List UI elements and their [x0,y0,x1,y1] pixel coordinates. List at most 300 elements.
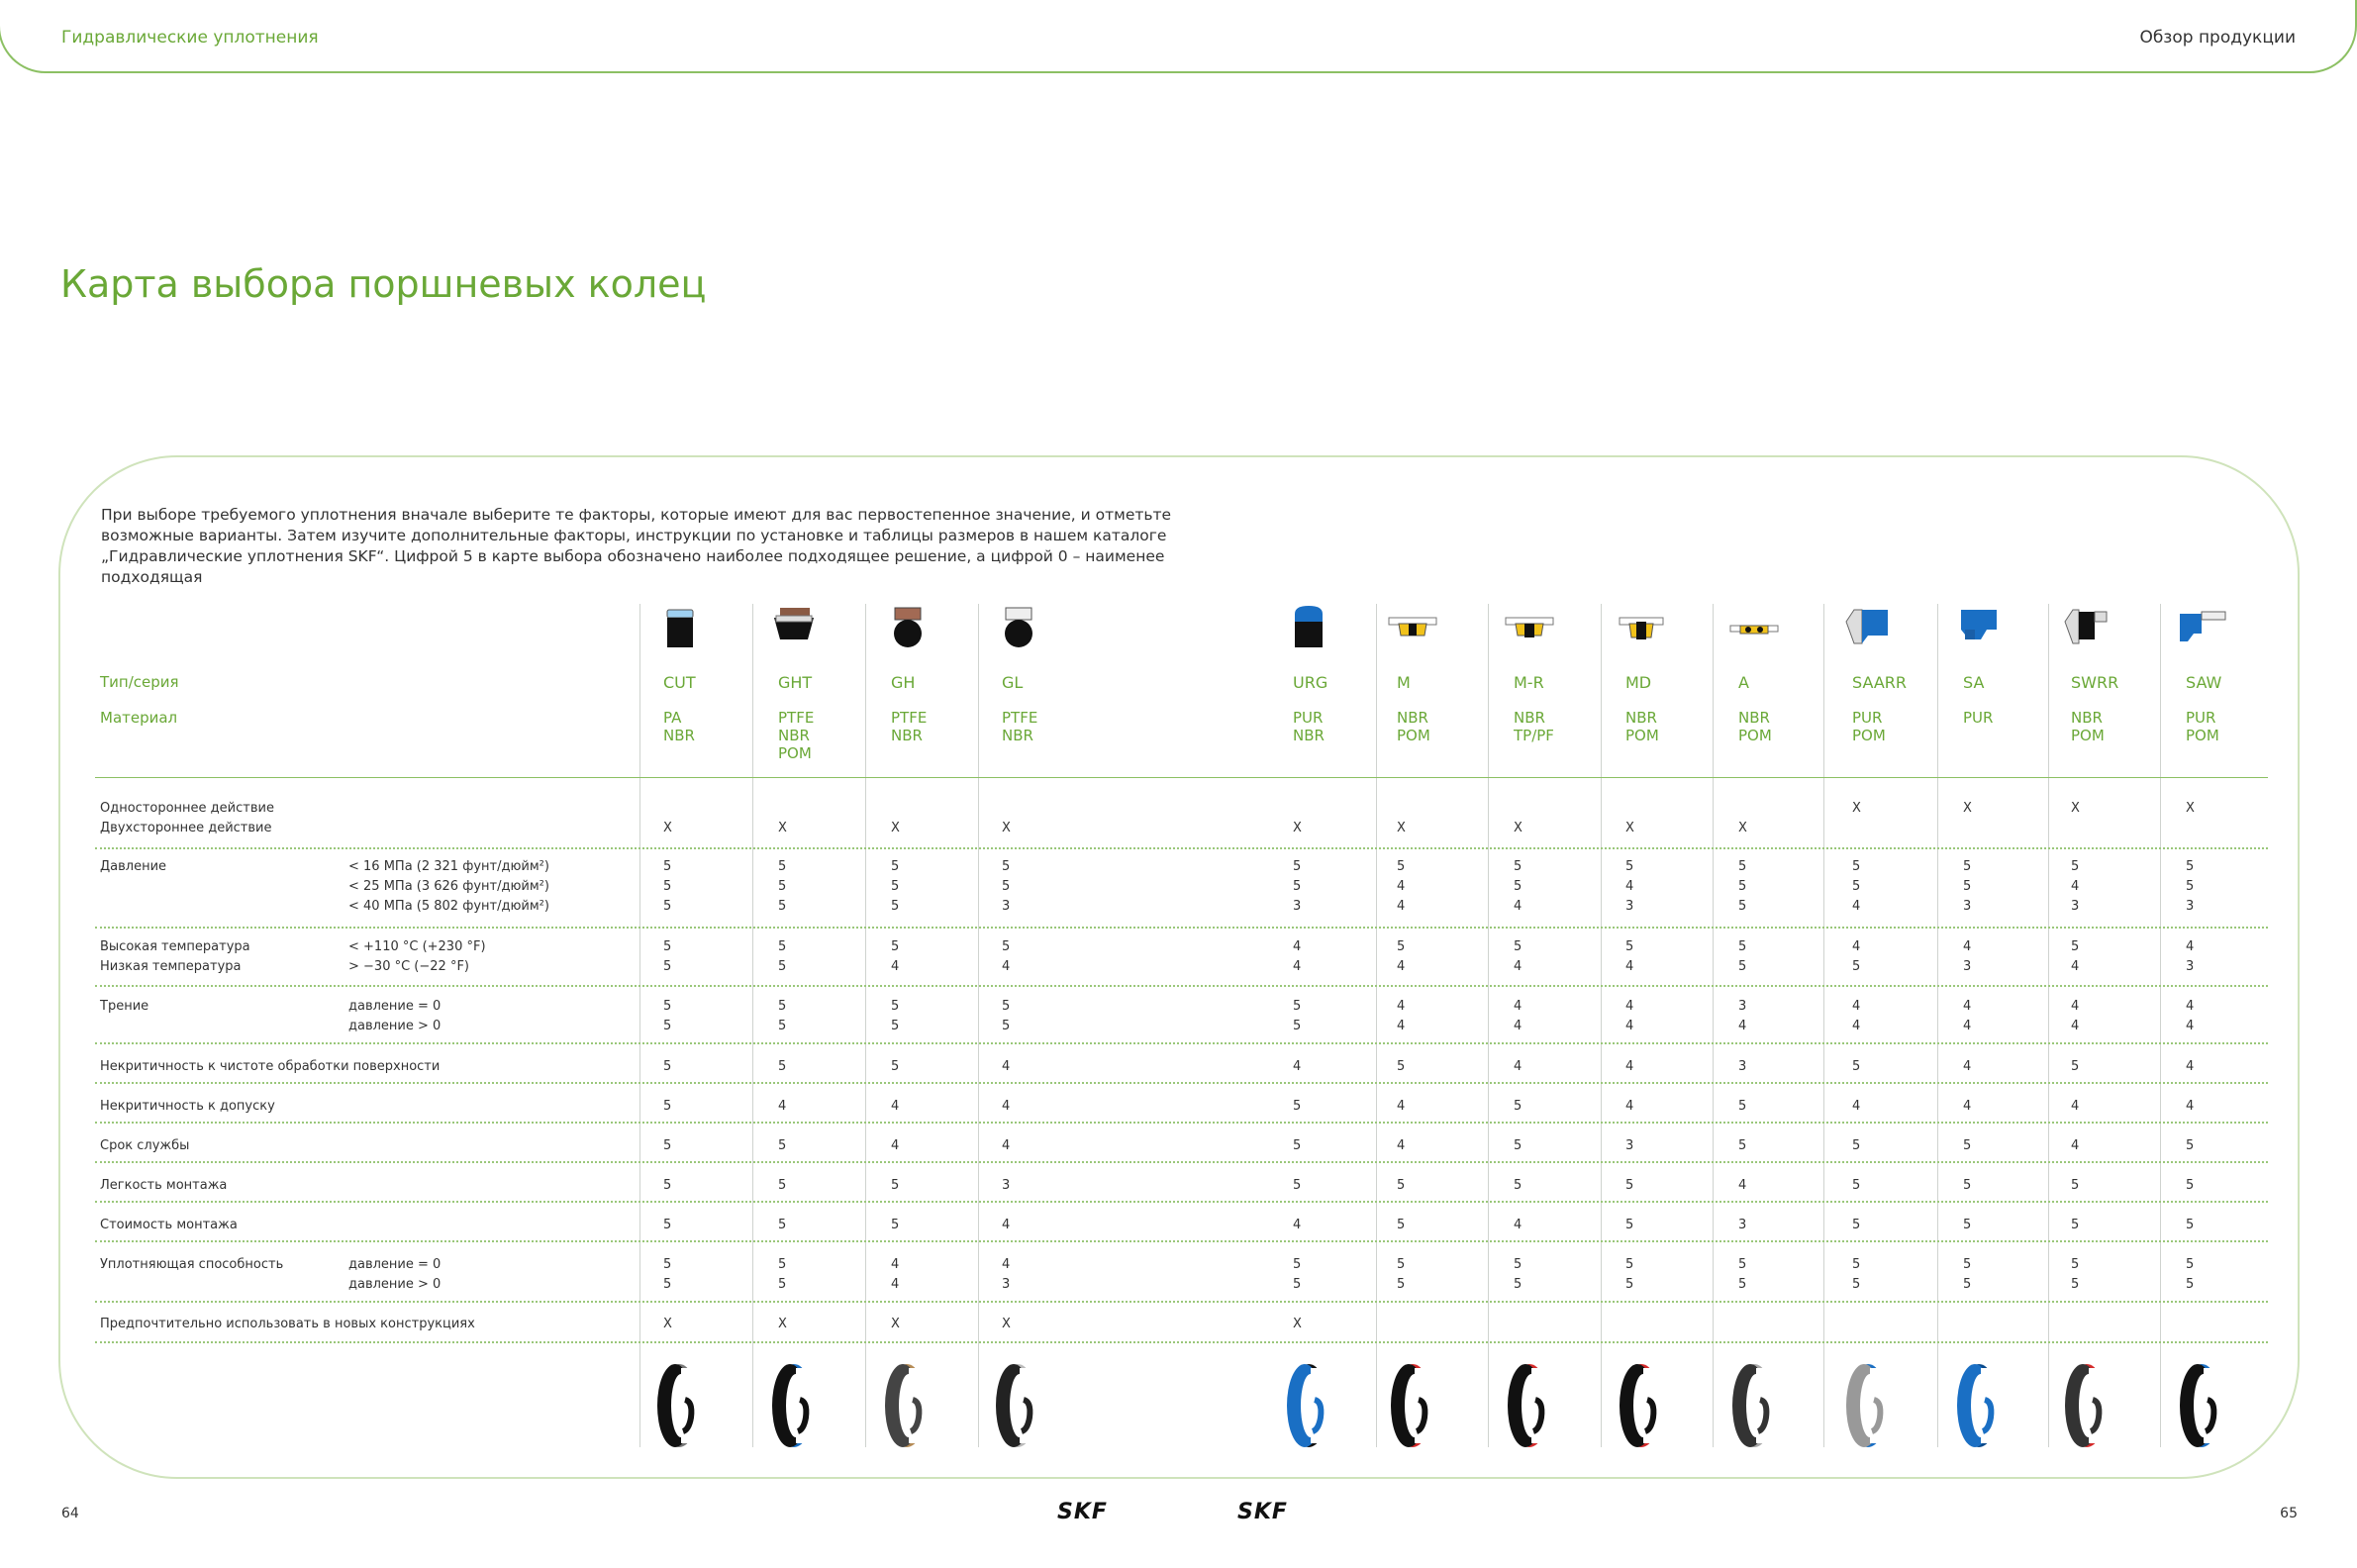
rating-value: X [1002,1317,1011,1331]
rating-value: 3 [1002,899,1011,914]
rating-value: 5 [2071,1059,2080,1074]
rating-value: 5 [663,1218,672,1232]
rating-value: 5 [891,999,900,1014]
rating-value: X [1293,1317,1302,1331]
rating-value: 5 [778,1277,787,1292]
profile-cut-icon [651,600,707,651]
rating-value: 5 [891,859,900,874]
rating-value: 4 [1963,999,1972,1014]
criterion-condition: давление = 0 [348,1257,442,1272]
rating-value: X [778,821,787,835]
criterion-label: Стоимость монтажа [100,1218,238,1232]
rating-value: 4 [1963,1099,1972,1114]
criterion-label: Уплотняющая способность [100,1257,284,1272]
seal-photo-urg [1265,1358,1350,1453]
rating-value: 5 [1963,1138,1972,1153]
rating-value: 5 [1293,859,1302,874]
rating-value: 4 [1963,1019,1972,1033]
criterion-label: Одностороннее действие [100,801,274,816]
series-code: CUT [663,673,696,692]
intro-text: При выборе требуемого уплотнения вначале выберите те факторы, которые имеют для вас первостепенное значение, и отметьте возможные варианты. Затем изучите дополнительные факторы, инструкции по установке и таблицы размеров в нашем каталоге „Гидравлические уплотнения SKF“. Цифрой 5 в карте выбора обозначено наиболее подходящее решение, а цифрой 0 – наименее подходящая [101,506,1172,586]
seal-photo-saarr [1824,1358,1910,1453]
criterion-condition: давление = 0 [348,999,442,1014]
row-separator [95,1042,2268,1044]
rating-value: 5 [778,879,787,894]
series-material: POM [1852,727,1886,744]
rating-value: 5 [778,1138,787,1153]
rating-value: 4 [1002,1059,1011,1074]
series-material: NBR [891,727,923,744]
rating-value: 4 [1514,1059,1522,1074]
column-divider [639,604,640,1447]
profile-sa-icon [1951,600,2007,651]
rating-value: 5 [1293,1099,1302,1114]
series-material: PUR [1963,709,1994,727]
seal-photo-sa [1935,1358,2020,1453]
seal-photo-cut [636,1358,721,1453]
rating-value: 5 [2071,939,2080,954]
rating-value: 4 [1738,1178,1747,1193]
rating-value: 5 [891,1218,900,1232]
criterion-label: Легкость монтажа [100,1178,228,1193]
rating-value: 5 [663,939,672,954]
rating-value: 5 [1852,1138,1861,1153]
series-code: GH [891,673,916,692]
rating-value: 3 [1738,1218,1747,1232]
rating-value: X [891,821,900,835]
rating-value: 5 [778,1059,787,1074]
rating-value: 5 [1397,1059,1406,1074]
rating-value: 5 [778,859,787,874]
rating-value: 3 [1963,959,1972,974]
series-material: PUR [2186,709,2216,727]
rating-value: 5 [778,959,787,974]
material-label: Материал [100,709,178,727]
column-divider [978,604,979,1447]
criterion-label: Высокая температура [100,939,250,954]
series-material: POM [1397,727,1430,744]
series-material: POM [1738,727,1772,744]
rating-value: 4 [1625,879,1634,894]
series-material: PTFE [1002,709,1038,727]
criterion-condition: < 25 МПа (3 626 фунт/дюйм²) [348,879,549,894]
rating-value: 4 [1852,939,1861,954]
row-separator [95,1122,2268,1124]
rating-value: 4 [1397,899,1406,914]
criterion-label: Давление [100,859,167,874]
rating-value: 5 [1852,1277,1861,1292]
column-divider [1601,604,1602,1447]
rating-value: 4 [2186,1019,2195,1033]
rating-value: 5 [891,1059,900,1074]
row-separator [95,1082,2268,1084]
criterion-condition: < +110 °C (+230 °F) [348,939,486,954]
rating-value: X [1514,821,1522,835]
rating-value: 5 [1625,859,1634,874]
series-material: PTFE [778,709,815,727]
rating-value: 4 [1397,1019,1406,1033]
row-separator [95,1240,2268,1242]
rating-value: 5 [1738,859,1747,874]
series-code: SAW [2186,673,2222,692]
rating-value: 5 [891,1178,900,1193]
series-material: POM [778,744,812,762]
rating-value: 5 [1852,1059,1861,1074]
rating-value: 5 [1625,1257,1634,1272]
criterion-condition: < 40 МПа (5 802 фунт/дюйм²) [348,899,549,914]
rating-value: 5 [1293,1257,1302,1272]
rating-value: X [2071,801,2080,816]
profile-ght-icon [766,600,822,651]
profile-gh-icon [879,600,934,651]
seal-photo-a [1711,1358,1796,1453]
category-title: Обзор продукции [2139,28,2296,48]
rating-value: 5 [1397,859,1406,874]
series-code: MD [1625,673,1652,692]
rating-value: 4 [1852,999,1861,1014]
rating-value: 4 [1852,1019,1861,1033]
series-code: URG [1293,673,1328,692]
rating-value: 5 [778,999,787,1014]
rating-value: 4 [2071,999,2080,1014]
rating-value: 5 [1852,879,1861,894]
rating-value: 4 [1625,1019,1634,1033]
criterion-label: Некритичность к допуску [100,1099,275,1114]
rating-value: 5 [2186,1277,2195,1292]
series-material: PUR [1852,709,1883,727]
profile-a-icon [1726,600,1782,651]
rating-value: 5 [1738,1138,1747,1153]
series-material: TP/PF [1514,727,1554,744]
rating-value: 4 [2071,1138,2080,1153]
rating-value: 4 [891,959,900,974]
row-separator [95,1201,2268,1203]
rating-value: 5 [1002,879,1011,894]
row-separator [95,927,2268,929]
rating-value: 5 [663,1059,672,1074]
criterion-label: Двухстороннее действие [100,821,272,835]
rating-value: 4 [891,1099,900,1114]
series-material: NBR [1002,727,1033,744]
criterion-condition: давление > 0 [348,1019,442,1033]
rating-value: 5 [778,899,787,914]
rating-value: 4 [891,1257,900,1272]
rating-value: 5 [2071,1178,2080,1193]
rating-value: 5 [663,1019,672,1033]
rating-value: 3 [1963,899,1972,914]
rating-value: 4 [2186,999,2195,1014]
profile-urg-icon [1281,600,1336,651]
profile-m-icon [1385,600,1440,651]
rating-value: 5 [663,959,672,974]
rating-value: 4 [2186,939,2195,954]
rating-value: 3 [1002,1277,1011,1292]
rating-value: 3 [1625,1138,1634,1153]
row-separator [95,847,2268,849]
skf-logo-left: SKF [1057,1500,1108,1524]
rating-value: 4 [1002,1218,1011,1232]
rating-value: 4 [1002,1099,1011,1114]
rating-value: 5 [1852,1257,1861,1272]
rating-value: 4 [1002,1138,1011,1153]
rating-value: 4 [2071,1099,2080,1114]
rating-value: 5 [1293,999,1302,1014]
series-material: NBR [1514,709,1545,727]
rating-value: 5 [778,939,787,954]
rating-value: 4 [1397,1099,1406,1114]
series-material: NBR [1625,709,1657,727]
rating-value: 4 [1514,1218,1522,1232]
column-divider [865,604,866,1447]
rating-value: 5 [1514,859,1522,874]
rating-value: 5 [663,999,672,1014]
rating-value: 5 [1738,879,1747,894]
seal-photo-ght [750,1358,835,1453]
series-code: GHT [778,673,813,692]
rating-value: 4 [1852,1099,1861,1114]
rating-value: X [2186,801,2195,816]
rating-value: 5 [1293,879,1302,894]
rating-value: 5 [2071,1257,2080,1272]
rating-value: 5 [1738,959,1747,974]
series-code: SAARR [1852,673,1908,692]
rating-value: 5 [2186,859,2195,874]
rating-value: 4 [1963,1059,1972,1074]
rating-value: 4 [1514,899,1522,914]
header-frame [0,0,2357,73]
rating-value: 3 [1738,999,1747,1014]
row-separator [95,777,2268,778]
series-material: POM [1625,727,1659,744]
rating-value: 5 [891,1019,900,1033]
series-material: POM [2186,727,2219,744]
row-separator [95,1161,2268,1163]
rating-value: 4 [1002,959,1011,974]
rating-value: 5 [1002,859,1011,874]
rating-value: 3 [2186,899,2195,914]
criterion-label: Некритичность к чистоте обработки поверхности [100,1059,441,1074]
criterion-label: Трение [100,999,149,1014]
rating-value: 4 [2186,1099,2195,1114]
rating-value: 5 [2186,1178,2195,1193]
rating-value: 4 [1397,1138,1406,1153]
series-material: PTFE [891,709,928,727]
rating-value: 4 [1514,1019,1522,1033]
rating-value: X [891,1317,900,1331]
rating-value: 5 [1397,1178,1406,1193]
row-separator [95,1301,2268,1303]
rating-value: 5 [1963,1218,1972,1232]
rating-value: 5 [663,1257,672,1272]
rating-value: 5 [1397,1277,1406,1292]
page-number-right: 65 [2280,1506,2298,1521]
seal-photo-mr [1486,1358,1571,1453]
rating-value: 5 [1625,1178,1634,1193]
criterion-label: Срок службы [100,1138,190,1153]
rating-value: 5 [1852,859,1861,874]
rating-value: 5 [891,899,900,914]
rating-value: 5 [1852,1218,1861,1232]
series-material: NBR [778,727,810,744]
profile-md-icon [1614,600,1669,651]
page-number-left: 64 [61,1506,79,1521]
column-divider [1937,604,1938,1447]
rating-value: 5 [891,879,900,894]
column-divider [1713,604,1714,1447]
rating-value: X [663,821,672,835]
rating-value: 5 [2071,1277,2080,1292]
seal-photo-gl [974,1358,1059,1453]
rating-value: 4 [1963,939,1972,954]
rating-value: 5 [2071,1218,2080,1232]
profile-saw-icon [2174,600,2229,651]
criterion-label: Низкая температура [100,959,242,974]
rating-value: 5 [778,1019,787,1033]
seal-photo-swrr [2043,1358,2128,1453]
rating-value: 4 [891,1277,900,1292]
rating-value: 5 [1397,1257,1406,1272]
rating-value: 5 [2071,859,2080,874]
column-divider [752,604,753,1447]
rating-value: 5 [1963,1178,1972,1193]
profile-swrr-icon [2059,600,2114,651]
series-code: SA [1963,673,1985,692]
column-divider [2160,604,2161,1447]
series-material: NBR [2071,709,2103,727]
rating-value: 5 [1514,939,1522,954]
rating-value: 5 [2186,1218,2195,1232]
row-separator [95,985,2268,987]
rating-value: 5 [778,1178,787,1193]
seal-photo-gh [863,1358,948,1453]
rating-value: 5 [1625,1218,1634,1232]
rating-value: 5 [1514,1099,1522,1114]
rating-value: 5 [1852,1178,1861,1193]
rating-value: 5 [1514,879,1522,894]
seal-photo-saw [2158,1358,2243,1453]
rating-value: X [1852,801,1861,816]
rating-value: 4 [1625,1099,1634,1114]
rating-value: 4 [1397,879,1406,894]
rating-value: 5 [1514,1257,1522,1272]
rating-value: 5 [663,1099,672,1114]
criterion-condition: давление > 0 [348,1277,442,1292]
rating-value: 5 [1293,1277,1302,1292]
rating-value: 5 [663,899,672,914]
rating-value: 3 [1738,1059,1747,1074]
rating-value: 4 [891,1138,900,1153]
profile-saarr-icon [1840,600,1896,651]
rating-value: 5 [1738,1257,1747,1272]
rating-value: 4 [1293,1218,1302,1232]
rating-value: X [1738,821,1747,835]
column-divider [2048,604,2049,1447]
seal-photo-md [1598,1358,1683,1453]
rating-value: 4 [1625,1059,1634,1074]
rating-value: 3 [2071,899,2080,914]
rating-value: 4 [2071,879,2080,894]
series-material: NBR [663,727,695,744]
series-material: NBR [1738,709,1770,727]
rating-value: 4 [1625,999,1634,1014]
rating-value: 5 [1397,939,1406,954]
type-series-label: Тип/серия [100,673,179,691]
series-code: M [1397,673,1411,692]
seal-photo-m [1369,1358,1454,1453]
row-separator [95,1341,2268,1343]
series-material: NBR [1397,709,1428,727]
series-material: NBR [1293,727,1325,744]
rating-value: 3 [1002,1178,1011,1193]
rating-value: 5 [1397,1218,1406,1232]
section-title: Гидравлические уплотнения [61,28,319,48]
rating-value: 5 [1002,939,1011,954]
rating-value: 5 [1738,1099,1747,1114]
rating-value: 5 [663,1178,672,1193]
rating-value: 5 [1514,1138,1522,1153]
rating-value: 3 [1293,899,1302,914]
rating-value: 3 [1625,899,1634,914]
rating-value: 4 [1514,999,1522,1014]
criterion-label: Предпочтительно использовать в новых конструкциях [100,1317,475,1331]
page-title: Карта выбора поршневых колец [60,262,707,307]
rating-value: 4 [1293,959,1302,974]
rating-value: 4 [1002,1257,1011,1272]
profile-mr-icon [1502,600,1557,651]
rating-value: 4 [1738,1019,1747,1033]
skf-logo-right: SKF [1237,1500,1288,1524]
rating-value: 5 [1514,1178,1522,1193]
rating-value: 4 [1293,1059,1302,1074]
rating-value: 4 [1397,999,1406,1014]
rating-value: 5 [2186,1138,2195,1153]
rating-value: 5 [1002,1019,1011,1033]
rating-value: 5 [663,879,672,894]
rating-value: 4 [1625,959,1634,974]
series-code: SWRR [2071,673,2119,692]
series-material: PUR [1293,709,1324,727]
rating-value: X [778,1317,787,1331]
rating-value: 5 [1293,1019,1302,1033]
column-divider [1376,604,1377,1447]
rating-value: 5 [891,939,900,954]
rating-value: 5 [1738,939,1747,954]
rating-value: X [663,1317,672,1331]
rating-value: 4 [1293,939,1302,954]
rating-value: 4 [2186,1059,2195,1074]
rating-value: X [1963,801,1972,816]
rating-value: 5 [1738,1277,1747,1292]
series-code: A [1738,673,1749,692]
rating-value: 5 [663,1138,672,1153]
rating-value: 5 [1625,1277,1634,1292]
criterion-condition: > −30 °C (−22 °F) [348,959,469,974]
series-material: POM [2071,727,2105,744]
series-code: M-R [1514,673,1544,692]
rating-value: 4 [1514,959,1522,974]
rating-value: 5 [2186,1257,2195,1272]
rating-value: X [1293,821,1302,835]
rating-value: X [1002,821,1011,835]
rating-value: 5 [778,1218,787,1232]
rating-value: 4 [1397,959,1406,974]
rating-value: 4 [1852,899,1861,914]
rating-value: 5 [1625,939,1634,954]
rating-value: 5 [1963,1277,1972,1292]
rating-value: 5 [1514,1277,1522,1292]
column-divider [1488,604,1489,1447]
rating-value: 5 [778,1257,787,1272]
